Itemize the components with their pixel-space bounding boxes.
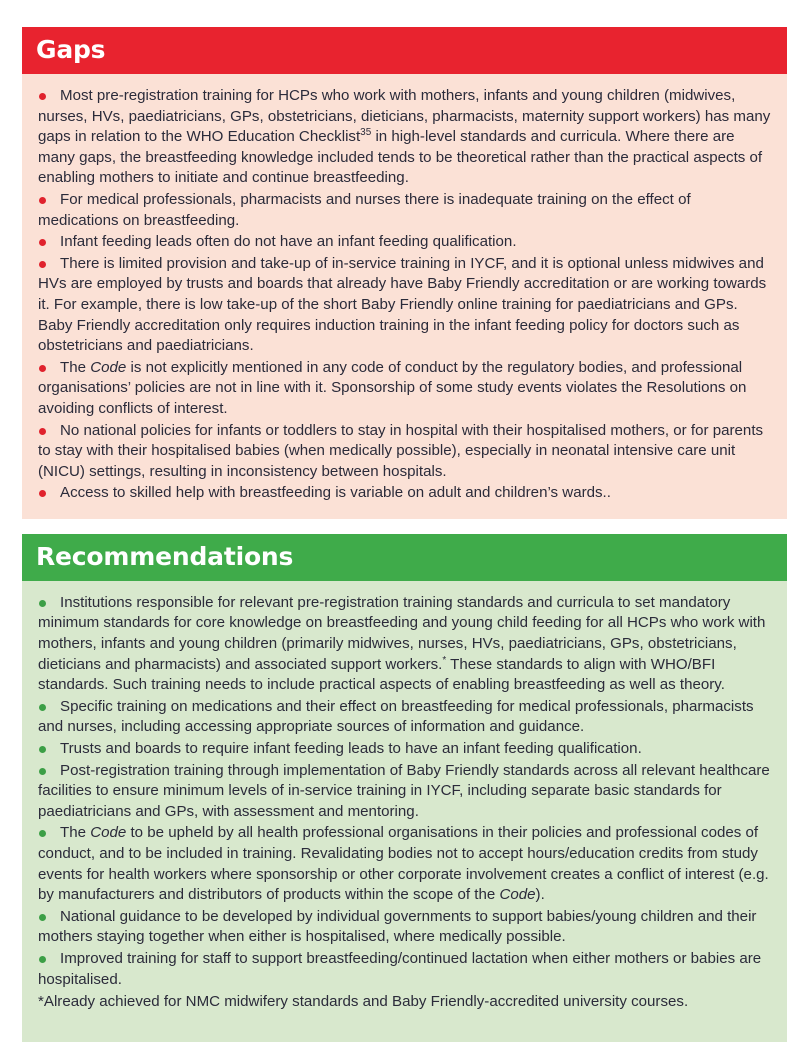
bullet-text [38, 358, 771, 420]
text-run: The [60, 358, 91, 376]
bullet-text [38, 949, 771, 990]
recommendations-title: Recommendations [36, 541, 294, 571]
bullet-text [38, 190, 771, 231]
bullet-dot-icon [39, 704, 46, 711]
bullet-item [38, 421, 771, 483]
bullet-dot-icon [39, 365, 46, 372]
recommendations-section [22, 534, 787, 1042]
text-run: in high-level standards and curricula. Where there are many gaps, the breastfeeding knowledge included tends to be theoretical rather than the practical aspects of enabling mothers to initiate and continue breastfeeding. [38, 128, 763, 187]
bullet-text [38, 254, 771, 357]
gaps-title: Gaps [36, 35, 106, 64]
bullet-item [38, 232, 771, 253]
recommendations-bullet-list [38, 593, 771, 990]
bullet-text [38, 483, 771, 504]
bullet-text [38, 697, 771, 738]
bullet-item [38, 823, 771, 905]
bullet-item [38, 697, 771, 738]
text-run: Improved training for staff to support breastfeeding/continued lactation when either mothers or babies are hospitalised. [38, 949, 762, 988]
text-run: The [60, 824, 91, 842]
text-run: No national policies for infants or toddlers to stay in hospital with their hospitalised mothers, or for parents to stay with their hospitalised babies (when medically possible), especially in neonatal intensive care unit (NICU) settings, resulting in inconsistency between hospitals. [38, 421, 764, 480]
bullet-item [38, 483, 771, 504]
text-run: is not explicitly mentioned in any code of conduct by the regulatory bodies, and professional organisations’ policies are not in line with it. Sponsorship of some study events violates the Resolutions on avoiding conflicts of interest. [38, 358, 747, 417]
bullet-dot-icon [39, 261, 46, 268]
text-run: Institutions responsible for relevant pre-registration training standards and curricula to set mandatory minimum standards for core knowledge on breastfeeding and young child feeding for all HCPs who work with mothers, infants and young children (primarily midwives, nurses, HVs, paediatricians, GPs, obstetricians, dieticians and pharmacists) and associated support workers. [38, 593, 766, 673]
text-run: ). [535, 886, 545, 904]
bullet-item [38, 593, 771, 696]
text-run: Post-registration training through implementation of Baby Friendly standards across all relevant healthcare facilities to ensure minimum levels of in-service training in IYCF, including separate basic standards for paediatricians and GPs, with assessment and mentoring. [38, 761, 770, 820]
bullet-item [38, 86, 771, 189]
bullet-text [38, 761, 771, 823]
italic-term: Code [90, 358, 127, 376]
superscript-marker: 35 [360, 127, 372, 139]
recommendations-footnote: *Already achieved for NMC midwifery standards and Baby Friendly-accredited university courses. [38, 993, 689, 1011]
bullet-dot-icon [39, 914, 46, 921]
bullet-text [38, 86, 771, 189]
recommendations-section-header [22, 534, 787, 581]
bullet-dot-icon [39, 746, 46, 753]
bullet-dot-icon [39, 93, 46, 100]
recommendations-section-body [22, 581, 787, 1042]
text-run: These standards to align with WHO/BFI standards. Such training needs to include practical aspects of enabling breastfeeding as well as theory. [38, 655, 725, 694]
bullet-dot-icon [39, 197, 46, 204]
gaps-section-header [22, 27, 787, 74]
bullet-item [38, 907, 771, 948]
text-run: Trusts and boards to require infant feeding leads to have an infant feeding qualification. [60, 740, 642, 758]
bullet-dot-icon [39, 956, 46, 963]
gaps-section-body [22, 74, 787, 519]
text-run: to be upheld by all health professional organisations in their policies and professional codes of conduct, and to be included in training. Revalidating bodies not to accept hours/education credits from study events for health workers where sponsorship or other corporate involvement creates a conflict of interest (e.g. by manufacturers and distributors of products within the scope of the [38, 824, 769, 904]
bullet-text [38, 593, 771, 696]
bullet-item [38, 761, 771, 823]
text-run: Most pre-registration training for HCPs who work with mothers, infants and young children (midwives, nurses, HVs, paediatricians, GPs, obstetricians, dieticians, pharmacists, maternity support workers) has many gaps in relation to the WHO Education Checklist [38, 87, 771, 146]
bullet-dot-icon [39, 768, 46, 775]
bullet-item [38, 358, 771, 420]
text-run: There is limited provision and take-up of in-service training in IYCF, and it is optional unless midwives and HVs are employed by trusts and boards that already have Baby Friendly accreditation or are working towards it. For example, there is low take-up of the short Baby Friendly online training for paediatricians and GPs. Baby Friendly accreditation only requires induction training in the infant feeding policy for doctors such as obstetricians and paediatricians. [38, 254, 767, 355]
bullet-item [38, 254, 771, 357]
bullet-text [38, 232, 771, 253]
gaps-bullet-list [38, 86, 771, 504]
text-run: National guidance to be developed by individual governments to support babies/young children and their mothers staying together when either is hospitalised, where medically possible. [38, 907, 757, 946]
bullet-text [38, 823, 771, 905]
italic-term: Code [499, 886, 536, 904]
bullet-text [38, 907, 771, 948]
text-run: Infant feeding leads often do not have an infant feeding qualification. [60, 233, 517, 251]
text-run: Access to skilled help with breastfeeding is variable on adult and children’s wards.. [60, 484, 611, 502]
superscript-marker: * [442, 654, 447, 666]
bullet-dot-icon [39, 428, 46, 435]
gaps-section [22, 27, 787, 519]
bullet-text [38, 739, 771, 760]
bullet-item [38, 949, 771, 990]
text-run: Specific training on medications and their effect on breastfeeding for medical professionals, pharmacists and nurses, including accessing appropriate sources of information and guidance. [38, 697, 754, 736]
bullet-dot-icon [39, 600, 46, 607]
italic-term: Code [90, 824, 127, 842]
bullet-item [38, 739, 771, 760]
text-run: For medical professionals, pharmacists and nurses there is inadequate training on the effect of medications on breastfeeding. [38, 190, 691, 229]
bullet-text [38, 421, 771, 483]
bullet-item [38, 190, 771, 231]
